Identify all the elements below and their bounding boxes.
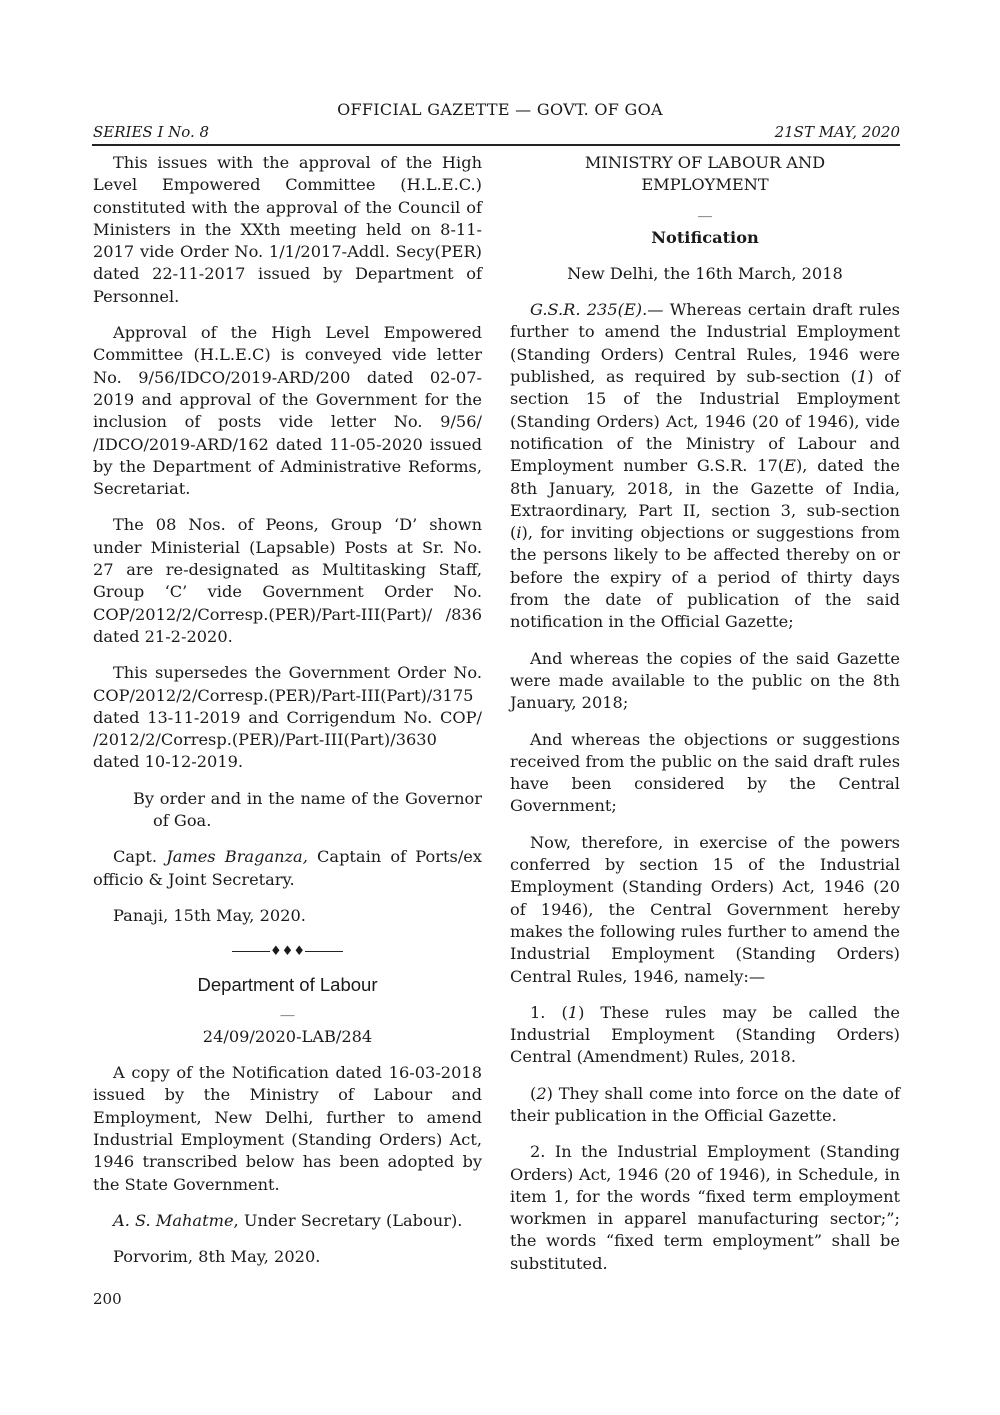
ministry-line-2: EMPLOYMENT	[641, 175, 769, 195]
paragraph-copies: And whereas the copies of the said Gazette were made available to the public on the 8th January, 2018;	[510, 648, 900, 713]
department-title: Department of Labour	[197, 973, 378, 995]
signature-prefix: Capt.	[113, 847, 167, 867]
diamond-ornament: ♦♦♦	[270, 944, 305, 960]
ministry-line-1: MINISTRY OF LABOUR AND	[584, 153, 826, 172]
ministry-dash: __	[698, 201, 712, 218]
left-column	[93, 152, 482, 1282]
rule-2-num: 2	[536, 1083, 547, 1103]
signatory-2-title: , Under Secretary (Labour).	[233, 1210, 463, 1230]
rule-2-a: (	[530, 1083, 537, 1103]
paragraph-now-therefore: Now, therefore, in exercise of the powers conferred by section 15 of the Industrial Employment (Standing Orders) Act, 1946 (20 of 1946), the Central Government hereby makes the following rules further to amend the Industrial Employment (Standing Orders) Central Rules, 1946, namely:—	[510, 832, 900, 986]
right-column	[510, 152, 900, 1289]
rule-1-a: 1. (	[530, 1002, 568, 1022]
paragraph-adoption: A copy of the Notification dated 16-03-2018 issued by the Ministry of Labour and Employment, New Delhi, further to amend Industrial Employment (Standing Orders) Act, 1946 transcribed below has been adopted by the State Government.	[93, 1063, 482, 1194]
rule-1-2	[510, 1083, 900, 1128]
rule-1-num: 1	[567, 1002, 579, 1022]
signatory-2-name: A. S. Mahatme	[113, 1210, 234, 1230]
issue-date: 21ST MAY, 2020	[774, 123, 900, 141]
notification-dateline: New Delhi, the 16th March, 2018	[567, 263, 843, 283]
signatory-name: James Braganza,	[166, 847, 308, 867]
paragraph-peons: The 08 Nos. of Peons, Group ‘D’ shown under Ministerial (Lapsable) Posts at Sr. No. 27 are re-designated as Multitasking Staff, Group ‘C’ vide Government Order No. COP/2012/2/Corresp.(PER)/Part-III(Part)/ /836 dated 21-2-2020.	[93, 515, 482, 646]
gsr-text-a: — Whereas certain draft rules further to amend the Industrial Employment (Standing Orders) Central Rules, 1946 were published, as required by sub-section (	[510, 300, 900, 387]
gsr-e: E	[784, 456, 796, 476]
paragraph-approval: Approval of the High Level Empowered Committee (H.L.E.C) is conveyed vide letter No. 9/56/IDCO/2019-ARD/200 dated 02-07-2019 and approval of the Government for the inclusion of posts vide letter No. 9/56/ /IDCO/2019-ARD/162 dated 11-05-2020 issued by the Department of Administrative Reforms, Secretariat.	[93, 323, 482, 499]
paragraph-supersedes: This supersedes the Government Order No. COP/2012/2/Corresp.(PER)/Part-III(Part)/3175 dated 13-11-2019 and Corrigendum No. COP/ /2012/2/Corresp.(PER)/Part-III(Part)/3630 dated 10-12-2019.	[93, 663, 482, 772]
rule-2: 2. In the Industrial Employment (Standing Orders) Act, 1946 (20 of 1946), in Schedule, in item 1, for the words “fixed term employment workmen in apparel manufacturing sector;”; the words “fixed term employment” shall be substituted.	[510, 1142, 900, 1273]
rule-1	[510, 1002, 900, 1069]
signatory-title: Captain of Ports/ex officio & Joint Secretary.	[93, 847, 482, 889]
header-rule	[92, 144, 900, 146]
notification-heading: Notification	[651, 227, 759, 247]
paragraph-hlec: This issues with the approval of the High Level Empowered Committee (H.L.E.C.) constituted with the approval of the Council of Ministers in the XXth meeting held on 8-11-2017 vide Order No. 1/1/2017-Addl. Secy(PER) dated 22-11-2017 issued by Department of Personnel.	[93, 153, 482, 306]
series-number: SERIES I No. 8	[93, 123, 210, 141]
gsr-text-d: ), for inviting objections or suggestions from the persons likely to be affected thereby on or before the expiry of a period of thirty days from the date of publication of the said notification in the Official Gazette;	[510, 523, 900, 632]
page-number: 200	[93, 1290, 122, 1308]
reference-number: 24/09/2020-LAB/284	[202, 1026, 373, 1046]
place-date-2: Porvorim, 8th May, 2020.	[113, 1247, 321, 1267]
place-date: Panaji, 15th May, 2020.	[113, 905, 306, 925]
gsr-label: G.S.R. 235(E).	[530, 300, 648, 320]
gsr-text-b: ) of section 15 of the Industrial Employment (Standing Orders) Act, 1946 (20 of 1946), vide notification of the Ministry of Labour and Employment number G.S.R. 17(	[510, 367, 900, 476]
ministry-title	[510, 152, 900, 197]
title-dash: __	[280, 1000, 295, 1017]
paragraph-objections: And whereas the objections or suggestions received from the public on the said draft rules have been considered by the Central Government;	[510, 729, 900, 816]
gsr-subsection-i: i	[516, 523, 522, 543]
gazette-title: OFFICIAL GAZETTE — GOVT. OF GOA	[337, 100, 663, 119]
gsr-text-c: ), dated the 8th January, 2018, in the Gazette of India, Extraordinary, Part II, section 3, sub-section (	[510, 456, 900, 543]
section-separator	[93, 941, 482, 963]
rule-2-b: ) They shall come into force on the date of their publication in the Official Gazette.	[510, 1083, 900, 1125]
order-line: By order and in the name of the Governor of Goa.	[133, 788, 482, 831]
gsr-subsection-1: 1	[856, 367, 868, 387]
rule-1-b: ) These rules may be called the Industrial Employment (Standing Orders) Central (Amendment) Rules, 2018.	[510, 1002, 901, 1067]
signature-block-2	[93, 1210, 482, 1232]
signature-block	[93, 846, 482, 891]
paragraph-gsr	[510, 299, 900, 633]
